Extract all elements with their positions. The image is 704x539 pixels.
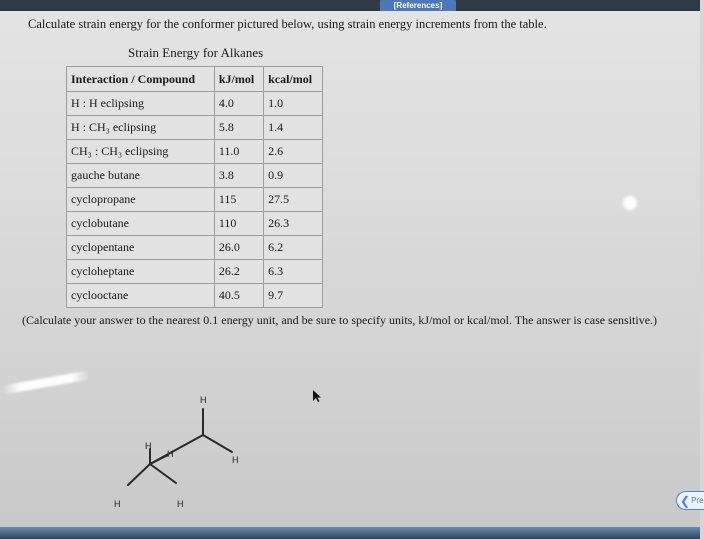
kcal-value-cell: 27.5 [264, 188, 323, 212]
question-text: Calculate strain energy for the conformer pictured below, using strain energy increments from the table. [28, 17, 547, 31]
bond [150, 455, 168, 464]
table-row [67, 284, 323, 308]
atom-label-h: H [232, 455, 239, 465]
table-row [67, 92, 323, 116]
atom-label-h: H [145, 441, 152, 451]
table-row [67, 116, 323, 140]
kj-value-cell: 11.0 [214, 140, 263, 164]
previous-label: Pre [691, 496, 704, 505]
top-bar [0, 0, 700, 11]
bond [150, 464, 176, 483]
interaction-name-cell: cyclopropane [67, 188, 215, 212]
bond [128, 464, 150, 485]
kcal-value-cell: 1.0 [264, 92, 323, 116]
atom-label-h: H [114, 499, 121, 509]
kcal-value-cell: 6.3 [264, 260, 323, 284]
interaction-name-cell: CH₃ : CH₃ eclipsing [67, 140, 215, 164]
interaction-name-cell: cyclooctane [67, 284, 215, 308]
interaction-name-cell: H : CH₃ eclipsing [67, 116, 215, 140]
previous-button[interactable] [676, 491, 704, 510]
column-header: kJ/mol [214, 67, 263, 92]
screen-glare [622, 194, 638, 212]
mouse-pointer-icon [312, 389, 322, 403]
kcal-value-cell: 9.7 [264, 284, 323, 308]
kj-value-cell: 115 [214, 188, 263, 212]
table-row [67, 212, 323, 236]
interaction-name-cell: gauche butane [67, 164, 215, 188]
references-button[interactable]: [References] [380, 0, 456, 11]
bond [203, 435, 232, 452]
kj-value-cell: 5.8 [214, 116, 263, 140]
column-header: kcal/mol [264, 67, 323, 92]
interaction-name-cell: cyclopentane [67, 236, 215, 260]
instructions-text: (Calculate your answer to the nearest 0.1 energy unit, and be sure to specify units, kJ/mol or kcal/mol. The answer is case sensitive.) [22, 313, 658, 327]
bottom-bar [0, 527, 700, 539]
kj-value-cell: 40.5 [214, 284, 263, 308]
table-row [67, 164, 323, 188]
kcal-value-cell: 26.3 [264, 212, 323, 236]
interaction-name-cell: cycloheptane [67, 260, 215, 284]
atom-label-h: H [200, 395, 207, 405]
kcal-value-cell: 6.2 [264, 236, 323, 260]
interaction-name-cell: H : H eclipsing [67, 92, 215, 116]
table-caption: Strain Energy for Alkanes [128, 45, 264, 60]
table-row [67, 236, 323, 260]
kj-value-cell: 110 [214, 212, 263, 236]
atom-label-h: H [177, 499, 184, 509]
table-header-row [67, 67, 323, 92]
strain-energy-table [66, 66, 323, 308]
kj-value-cell: 26.0 [214, 236, 263, 260]
kcal-value-cell: 2.6 [264, 140, 323, 164]
table-row [67, 188, 323, 212]
table-row [67, 140, 323, 164]
kcal-value-cell: 0.9 [264, 164, 323, 188]
chevron-left-icon: ❮ [680, 493, 691, 508]
column-header: Interaction / Compound [67, 67, 215, 92]
kj-value-cell: 3.8 [214, 164, 263, 188]
kj-value-cell: 26.2 [214, 260, 263, 284]
kj-value-cell: 4.0 [214, 92, 263, 116]
atom-label-h: H [167, 449, 174, 459]
table-row [67, 260, 323, 284]
kcal-value-cell: 1.4 [264, 116, 323, 140]
interaction-name-cell: cyclobutane [67, 212, 215, 236]
conformer-structure [100, 385, 260, 510]
screen-glare [2, 370, 90, 394]
